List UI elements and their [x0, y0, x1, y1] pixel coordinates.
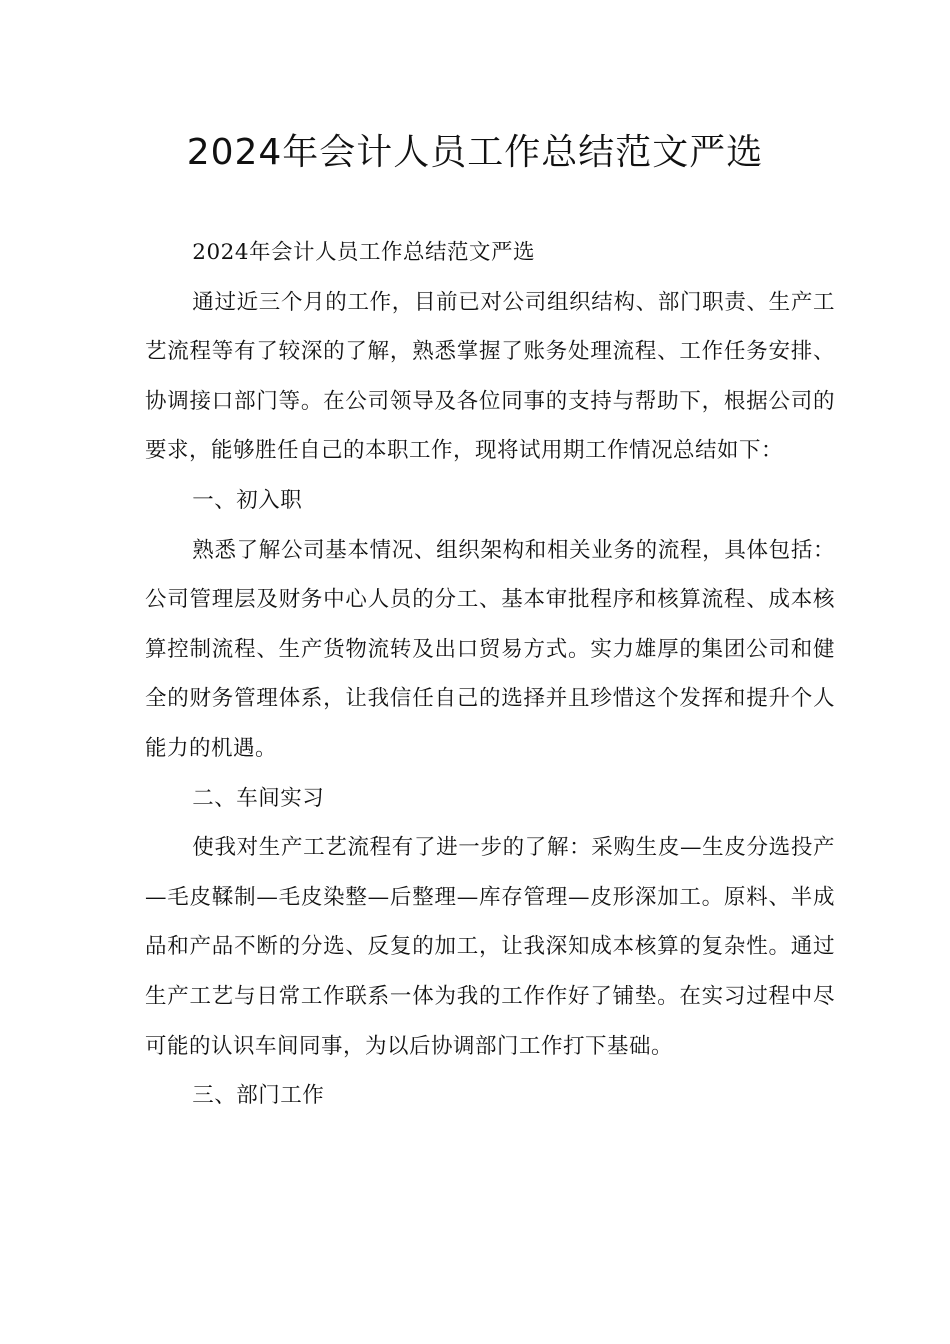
- subtitle-paragraph: 2024年会计人员工作总结范文严选: [192, 240, 536, 265]
- section-heading-1: 一、初入职: [192, 487, 303, 513]
- section-heading-2: 二、车间实习: [192, 785, 325, 811]
- section-2-paragraph: 使我对生产工艺流程有了进一步的了解：采购生皮—生皮分选投产—毛皮鞣制—毛皮染整—后整理—库存管理—皮形深加工。原料、半成品和产品不断的分选、反复的加工，让我深知成本核算的复杂性。通过生产工艺与日常工作联系一体为我的工作作好了铺垫。在实习过程中尽可能的认识车间同事，为以后协调部门工作打下基础。: [145, 835, 835, 1059]
- intro-paragraph: 通过近三个月的工作，目前已对公司组织结构、部门职责、生产工艺流程等有了较深的了解，熟悉掌握了账务处理流程、工作任务安排、协调接口部门等。在公司领导及各位同事的支持与帮助下，根据公司的要求，能够胜任自己的本职工作，现将试用期工作情况总结如下：: [145, 289, 835, 464]
- section-1-paragraph: 熟悉了解公司基本情况、组织架构和相关业务的流程，具体包括：公司管理层及财务中心人员的分工、基本审批程序和核算流程、成本核算控制流程、生产货物流转及出口贸易方式。实力雄厚的集团公司和健全的财务管理体系，让我信任自己的选择并且珍惜这个发挥和提升个人能力的机遇。: [145, 537, 835, 761]
- document-title: 2024年会计人员工作总结范文严选: [186, 132, 764, 173]
- section-heading-3: 三、部门工作: [192, 1083, 325, 1109]
- document-body: [145, 228, 835, 1121]
